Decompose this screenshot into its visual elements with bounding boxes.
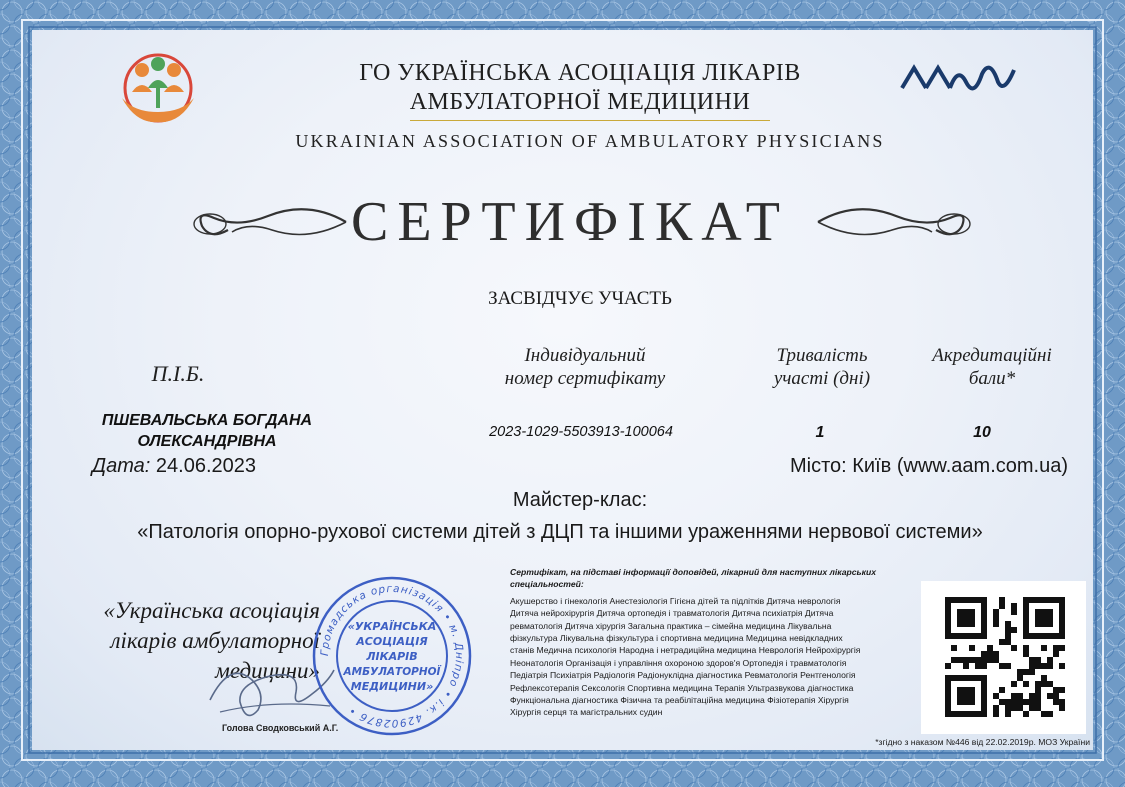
gold-divider [410, 120, 770, 121]
certificate-title: СЕРТИФІКАТ [350, 191, 789, 253]
specialty-line: фізкультура Лікувальна фізкультура і спортивна медицина Медицина невідкладних [510, 633, 843, 644]
certificate-number: 2023-1029-5503913-100064 [489, 424, 673, 440]
specialties-block [510, 566, 910, 719]
duration-label: Тривалість участі (дні) [773, 345, 871, 389]
org-quote: «Українська асоціація лікарів амбулаторної медицини» [103, 598, 320, 683]
number-label: Індивідуальний номер сертифікату [504, 345, 666, 389]
witness-text: ЗАСВІДЧУЄ УЧАСТЬ [488, 288, 672, 309]
stamp-ring-text: Громадська організація • м. Дніпро • і.к. 42902876 • [318, 582, 466, 730]
duration-value: 1 [815, 424, 825, 441]
specialties-intro: Сертифікат, на підставі інформації доповідей, лікарний для наступних лікарських спеціальностей: [510, 567, 877, 590]
org-name-ua-line2: АМБУЛАТОРНОЇ МЕДИЦИНИ [409, 89, 751, 115]
org-name-ua-line1: ГО УКРАЇНСЬКА АСОЦІАЦІЯ ЛІКАРІВ [359, 60, 801, 86]
course-title: «Патологія опорно-рухової системи дітей з ДЦП та іншими ураженнями нервової системи» [137, 521, 983, 543]
points-value: 10 [973, 424, 991, 441]
footnote: *згідно з наказом №446 від 22.02.2019р. МОЗ України [875, 737, 1090, 747]
stamp-line: АМБУЛАТОРНОЇ [343, 666, 441, 678]
stamp-line: МЕДИЦИНИ» [350, 680, 434, 693]
hands-people-logo-icon [116, 48, 200, 130]
points-label: Акредитаційні бали* [932, 345, 1052, 389]
participant-name: ПШЕВАЛЬСЬКА БОГДАНА ОЛЕКСАНДРІВНА [101, 412, 313, 450]
specialty-line: ревматологія Дитяча хірургія Загальна практика – сімейна медицина Лікувальна [510, 620, 832, 631]
stamp-line: ЛІКАРІВ [366, 650, 418, 663]
date-row [92, 455, 352, 478]
city-value: Київ (www.aam.com.ua) [852, 455, 1068, 477]
specialties-list [510, 595, 910, 719]
organization-stamp [310, 574, 474, 738]
specialty-line: Неонатологія Організація і управління охороною здоров'я Ортопедія і травматологія [510, 657, 847, 668]
date-value: 24.06.2023 [155, 455, 256, 477]
city-label: Місто: [790, 455, 847, 477]
stamp-line: «УКРАЇНСЬКА [347, 620, 437, 633]
specialty-line: Педіатрія Психіатрія Радіологія Радіонуклідна діагностика Ревматологія Рентгенологія [510, 670, 856, 681]
org-name-en: UKRAINIAN ASSOCIATION OF AMBULATORY PHYSICIANS [295, 131, 885, 151]
specialty-line: станів Медична психологія Народна і нетрадиційна медицина Неврологія Нейрохірургія [510, 645, 861, 656]
qr-code-icon [921, 581, 1086, 734]
specialty-line: Акушерство і гінекологія Анестезіологія Гігієна дітей та підлітків Дитяча неврологія [510, 595, 841, 606]
specialty-line: Дитяча нейрохірургія Дитяча ортопедія і травматологія Дитяча психіатрія Дитяча [510, 608, 834, 619]
specialty-line: Рефлексотерапія Сексологія Спортивна медицина Терапія Ультразвукова діагностика [510, 682, 854, 693]
city-row [700, 455, 1068, 478]
aam-wave-logo-icon [898, 60, 1018, 96]
specialty-line: Функціональна діагностика Фізична та реабілітаційна медицина Фізіотерапія Хірургія [510, 695, 849, 706]
course-type: Майстер-клас: [512, 489, 648, 511]
head-label: Голова Сводковський А.Г. [222, 723, 339, 733]
name-label: П.І.Б. [151, 361, 205, 386]
date-label: Дата: [92, 455, 151, 477]
stamp-line: АСОЦІАЦІЯ [356, 635, 428, 648]
specialty-line: Хірургія серця та магістральних судин [510, 707, 663, 718]
